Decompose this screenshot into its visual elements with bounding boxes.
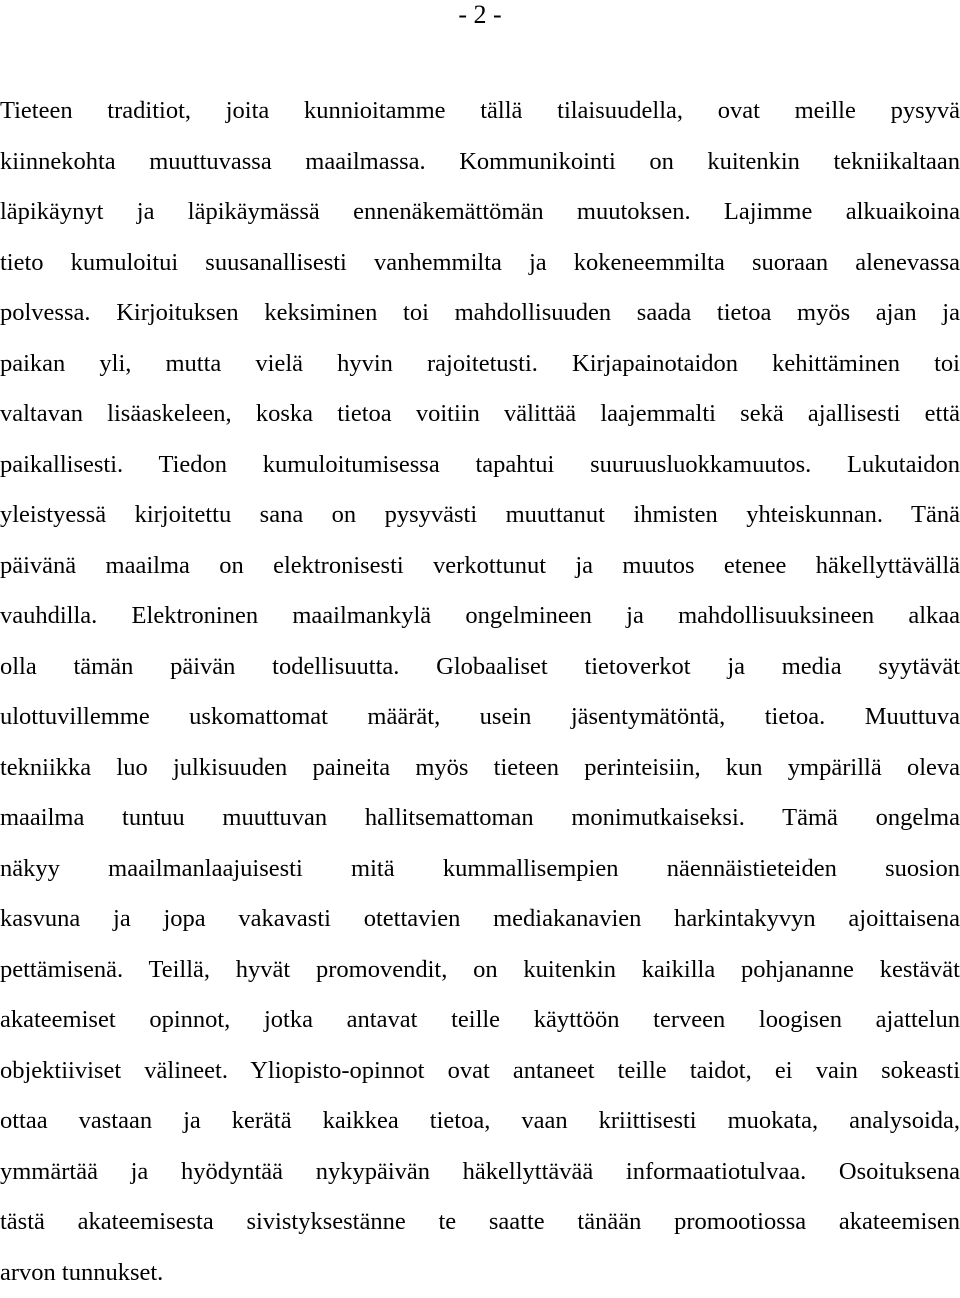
text-line: tästä akateemisesta sivistyksestänne te saatte tänään promootiossa akateemisen: [0, 1197, 960, 1248]
text-line: ymmärtää ja hyödyntää nykypäivän häkellyttävää informaatiotulvaa. Osoituksena: [0, 1147, 960, 1198]
body-paragraph: [0, 86, 960, 1298]
text-line: polvessa. Kirjoituksen keksiminen toi mahdollisuuden saada tietoa myös ajan ja: [0, 288, 960, 339]
text-line: tekniikka luo julkisuuden paineita myös tieteen perinteisiin, kun ympärillä oleva: [0, 743, 960, 794]
text-line: paikan yli, mutta vielä hyvin rajoitetusti. Kirjapainotaidon kehittäminen toi: [0, 339, 960, 390]
page-number: - 2 -: [0, 0, 960, 30]
text-line-last: arvon tunnukset.: [0, 1248, 960, 1298]
text-line: olla tämän päivän todellisuutta. Globaaliset tietoverkot ja media syytävät: [0, 642, 960, 693]
text-line: vauhdilla. Elektroninen maailmankylä ongelmineen ja mahdollisuuksineen alkaa: [0, 591, 960, 642]
text-line: näkyy maailmanlaajuisesti mitä kummallisempien näennäistieteiden suosion: [0, 844, 960, 895]
text-line: tieto kumuloitui suusanallisesti vanhemmilta ja kokeneemmilta suoraan alenevassa: [0, 238, 960, 289]
text-line: paikallisesti. Tiedon kumuloitumisessa tapahtui suuruusluokkamuutos. Lukutaidon: [0, 440, 960, 491]
text-line: ottaa vastaan ja kerätä kaikkea tietoa, vaan kriittisesti muokata, analysoida,: [0, 1096, 960, 1147]
text-line: objektiiviset välineet. Yliopisto-opinnot ovat antaneet teille taidot, ei vain sokeasti: [0, 1046, 960, 1097]
text-line: pettämisenä. Teillä, hyvät promovendit, on kuitenkin kaikilla pohjananne kestävät: [0, 945, 960, 996]
text-line: akateemiset opinnot, jotka antavat teille käyttöön terveen loogisen ajattelun: [0, 995, 960, 1046]
text-line: kiinnekohta muuttuvassa maailmassa. Kommunikointi on kuitenkin tekniikaltaan: [0, 137, 960, 188]
text-line: ulottuvillemme uskomattomat määrät, usein jäsentymätöntä, tietoa. Muuttuva: [0, 692, 960, 743]
text-line: yleistyessä kirjoitettu sana on pysyvästi muuttanut ihmisten yhteiskunnan. Tänä: [0, 490, 960, 541]
text-line: valtavan lisäaskeleen, koska tietoa voitiin välittää laajemmalti sekä ajallisesti että: [0, 389, 960, 440]
text-line: päivänä maailma on elektronisesti verkottunut ja muutos etenee häkellyttävällä: [0, 541, 960, 592]
text-line: kasvuna ja jopa vakavasti otettavien mediakanavien harkintakyvyn ajoittaisena: [0, 894, 960, 945]
text-line: Tieteen traditiot, joita kunnioitamme tällä tilaisuudella, ovat meille pysyvä: [0, 86, 960, 137]
text-line: maailma tuntuu muuttuvan hallitsemattoman monimutkaiseksi. Tämä ongelma: [0, 793, 960, 844]
text-line: läpikäynyt ja läpikäymässä ennenäkemättömän muutoksen. Lajimme alkuaikoina: [0, 187, 960, 238]
